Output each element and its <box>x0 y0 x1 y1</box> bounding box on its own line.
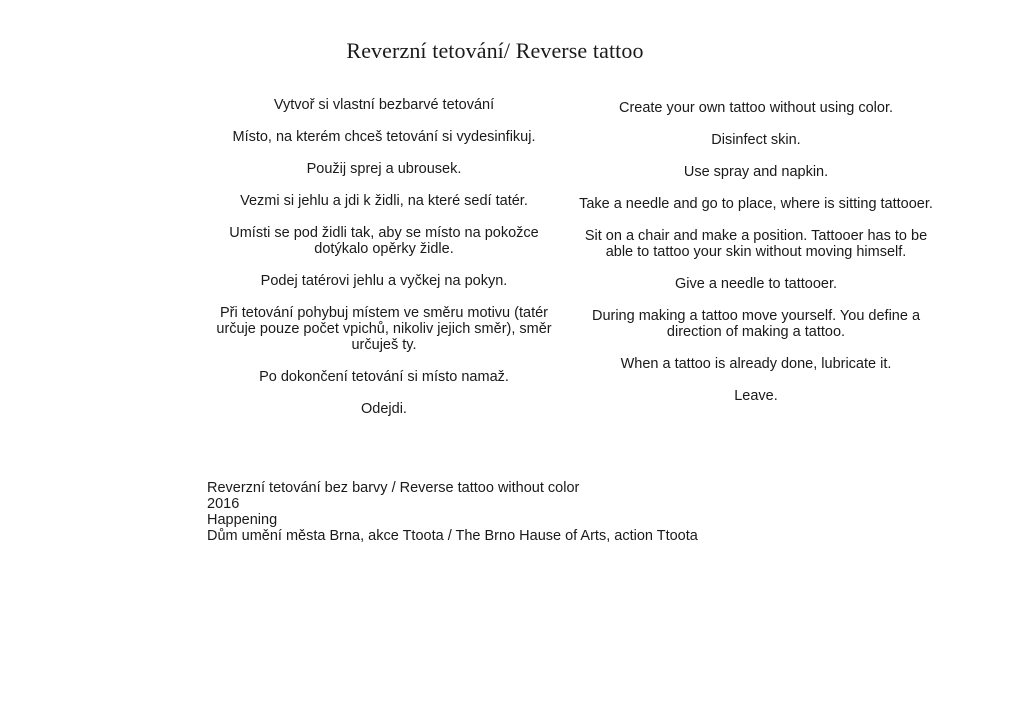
english-step: Create your own tattoo without using color. <box>618 100 894 116</box>
czech-step: Odejdi. <box>361 401 407 417</box>
caption-medium: Happening <box>207 512 278 528</box>
english-step: When a tattoo is already done, lubricate it. <box>620 356 892 372</box>
czech-step: Při tetování pohybuj místem ve směru motivu (tatér určuje pouze počet vpichů, nikoliv jejich směr), směr určuješ ty. <box>216 305 552 353</box>
caption-work-title: Reverzní tetování bez barvy / Reverse tattoo without color <box>207 480 580 496</box>
caption-year: 2016 <box>207 496 240 512</box>
english-step: During making a tattoo move yourself. You define a direction of making a tattoo. <box>591 308 921 340</box>
english-step: Sit on a chair and make a position. Tattooer has to be able to tattoo your skin without moving himself. <box>584 228 928 260</box>
czech-step: Podej tatérovi jehlu a vyčkej na pokyn. <box>260 273 508 289</box>
caption-venue: Dům umění města Brna, akce Ttoota / The Brno Hause of Arts, action Ttoota <box>207 528 698 544</box>
czech-step: Použij sprej a ubrousek. <box>306 161 462 177</box>
czech-instructions <box>208 97 560 433</box>
czech-step: Vytvoř si vlastní bezbarvé tetování <box>273 97 495 113</box>
czech-step: Místo, na kterém chceš tetování si vydesinfikuj. <box>232 129 536 145</box>
page-title: Reverzní tetování/ Reverse tattoo <box>346 38 644 63</box>
czech-step: Umísti se pod židli tak, aby se místo na pokožce dotýkalo opěrky židle. <box>229 225 539 257</box>
english-step: Use spray and napkin. <box>683 164 829 180</box>
english-step: Leave. <box>734 388 778 404</box>
english-step: Give a needle to tattooer. <box>674 276 838 292</box>
artwork-caption <box>207 480 827 544</box>
czech-step: Vezmi si jehlu a jdi k židli, na které sedí tatér. <box>240 193 528 209</box>
english-step: Disinfect skin. <box>711 132 801 148</box>
english-step: Take a needle and go to place, where is sitting tattooer. <box>579 196 933 212</box>
czech-step: Po dokončení tetování si místo namaž. <box>259 369 509 385</box>
english-instructions <box>574 100 938 420</box>
